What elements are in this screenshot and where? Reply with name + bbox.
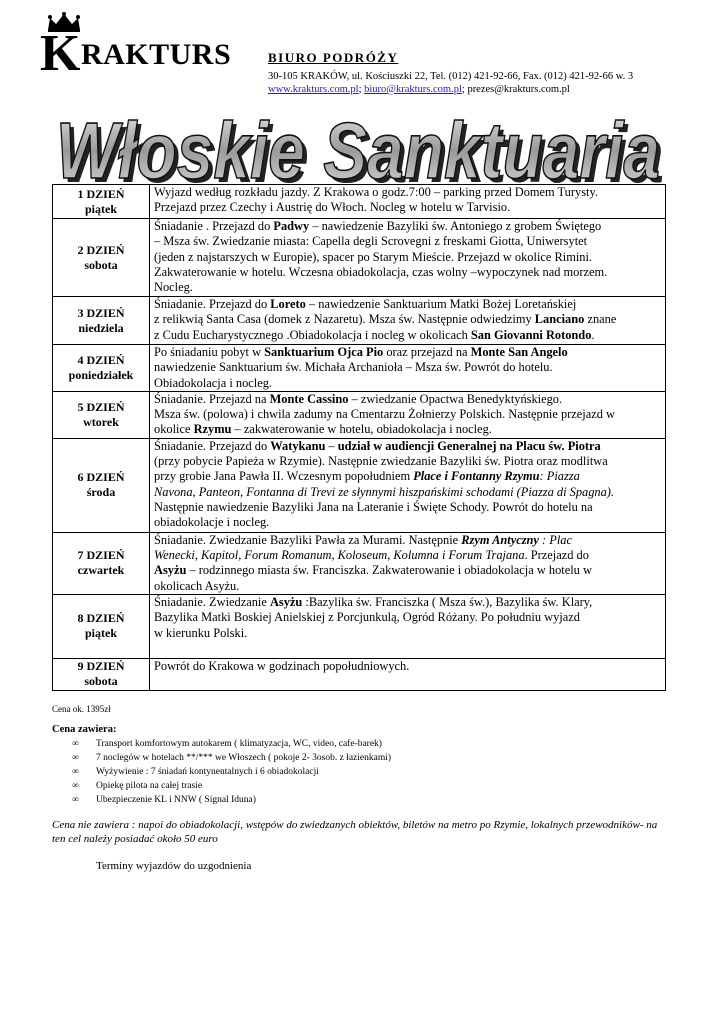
separator: ; bbox=[461, 84, 468, 95]
day-description: Śniadanie. Przejazd do Watykanu – udział w audiencji Generalnej na Placu św. Piotra (przy pobycie Papieża w Rzymie). Następnie zwiedzanie Bazyliki św. Piotra oraz modlitwa przy grobie Jana Pawła II. Wczesnym popołudniem Place i Fontanny Rzymu: Piazza Navona, Panteon, Fontanna di Trevi ze słynnymi hiszpańskimi schodami (Piazza di Spagna). Następnie nawiedzenie Bazyliki Jana na Lateranie i Święte Schody. Powrót do hotelu na obiadokolacje i nocleg. bbox=[150, 438, 666, 532]
banner-text: Włoskie Sanktuaria bbox=[56, 106, 660, 190]
includes-list bbox=[72, 737, 391, 807]
day-cell: 2 DZIEŃ sobota bbox=[53, 219, 150, 297]
day-cell: 8 DZIEŃ piątek bbox=[53, 594, 150, 658]
day-cell: 7 DZIEŃ czwartek bbox=[53, 532, 150, 594]
day-description: Śniadanie. Przejazd na Monte Cassino – zwiedzanie Opactwa Benedyktyńskiego. Msza św. (polowa) i chwila zadumy na Cmentarzu Żołnierzy Polskich. Następnie przejazd w okolice Rzymu – zakwaterowanie w hotelu, obiadokolacja i nocleg. bbox=[150, 391, 666, 438]
email-text: prezes@krakturs.com.pl bbox=[467, 84, 570, 95]
day-description: Śniadanie. Zwiedzanie Asyżu :Bazylika św. Franciszka ( Msza św.), Bazylika św. Klary, Bazylika Matki Boskiej Anielskiej z Porcjunkulą, Ogród Różany. Po południu wyjazd w kierunku Polski. bbox=[150, 594, 666, 658]
website-link[interactable]: www.krakturs.com.pl bbox=[268, 84, 359, 95]
infinity-bullet-icon: ∞ bbox=[72, 767, 79, 777]
excludes-note: Cena nie zawiera : napoi do obiadokolacji, wstępów do zwiedzanych obiektów, biletów na metro po Rzymie, lokalnych przewodników- na ten cel należy posiadać około 50 euro bbox=[52, 819, 658, 845]
table-row bbox=[53, 297, 666, 345]
svg-text:Włoskie Sanktuaria: Włoskie Sanktuaria bbox=[60, 110, 664, 190]
infinity-bullet-icon: ∞ bbox=[72, 781, 79, 791]
table-row bbox=[53, 594, 666, 658]
office-address: 30-105 KRAKÓW, ul. Kościuszki 22, Tel. (012) 421-92-66, Fax. (012) 421-92-66 w. 3 bbox=[268, 71, 634, 82]
email-link[interactable]: biuro@krakturs.com.pl bbox=[364, 84, 462, 95]
company-logo bbox=[40, 12, 230, 82]
list-item: ∞ Wyżywienie : 7 śniadań kontynentalnych i 6 obiadokolacji bbox=[72, 767, 319, 777]
day-cell: 1 DZIEŃ piątek bbox=[53, 185, 150, 219]
table-row bbox=[53, 438, 666, 532]
contact-links bbox=[268, 84, 570, 95]
day-cell: 5 DZIEŃ wtorek bbox=[53, 391, 150, 438]
day-cell: 3 DZIEŃ niedziela bbox=[53, 297, 150, 345]
table-row bbox=[53, 532, 666, 594]
day-cell: 4 DZIEŃ poniedziałek bbox=[53, 345, 150, 392]
table-row bbox=[53, 658, 666, 690]
includes-title: Cena zawiera: bbox=[52, 724, 117, 735]
infinity-bullet-icon: ∞ bbox=[72, 739, 79, 749]
banner-title bbox=[48, 106, 668, 190]
day-description: Powrót do Krakowa w godzinach popołudniowych. bbox=[150, 658, 666, 690]
infinity-bullet-icon: ∞ bbox=[72, 753, 79, 763]
table-row bbox=[53, 345, 666, 392]
itinerary-table bbox=[52, 184, 666, 691]
day-description: Po śniadaniu pobyt w Sanktuarium Ojca Pio oraz przejazd na Monte San Angelo nawiedzenie Sanktuarium św. Michała Archanioła – Msza św. Powrót do hotelu. Obiadokolacja i nocleg. bbox=[150, 345, 666, 392]
table-row bbox=[53, 391, 666, 438]
day-description: Wyjazd według rozkładu jazdy. Z Krakowa o godz.7:00 – parking przed Domem Turysty. Przejazd przez Czechy i Austrię do Włoch. Nocleg w hotelu w Tarvisio. bbox=[150, 185, 666, 219]
office-title: BIURO PODRÓŻY bbox=[268, 50, 399, 65]
infinity-bullet-icon: ∞ bbox=[72, 795, 79, 805]
day-description: Śniadanie. Przejazd do Loreto – nawiedzenie Sanktuarium Matki Bożej Loretańskiej z relikwią Santa Casa (domek z Nazaretu). Msza św. Następnie odwiedzimy Lanciano znane z Cudu Eucharystycznego .Obiadokolacja i nocleg w okolicach San Giovanni Rotondo. bbox=[150, 297, 666, 345]
day-cell: 6 DZIEŃ środa bbox=[53, 438, 150, 532]
day-cell: 9 DZIEŃ sobota bbox=[53, 658, 150, 690]
list-item: ∞ 7 noclegów w hotelach **/*** we Włoszech ( pokoje 2- 3osob. z łazienkami) bbox=[72, 753, 392, 763]
table-row bbox=[53, 185, 666, 219]
list-item: ∞ Transport komfortowym autokarem ( klimatyzacja, WC, video, cafe-barek) bbox=[72, 739, 382, 749]
separator: ; bbox=[358, 84, 365, 95]
day-description: Śniadanie . Przejazd do Padwy – nawiedzenie Bazyliki św. Antoniego z grobem Świętego – Msza św. Zwiedzanie miasta: Capella degli Scrovegni z freskami Giotta, Uniwersytet (jeden z najstarszych w Europie), spacer po Starym Mieście. Przejazd w okolice Rimini. Zakwaterowanie w hotelu. Wczesna obiadokolacja, czas wolny –wypoczynek nad morzem. Nocleg. bbox=[150, 219, 666, 297]
brand-name: KRAKTURS bbox=[40, 25, 232, 82]
table-row bbox=[53, 219, 666, 297]
terms-note: Terminy wyjazdów do uzgodnienia bbox=[96, 860, 252, 872]
price-note: Cena ok. 1395zł bbox=[52, 704, 111, 714]
day-description: Śniadanie. Zwiedzanie Bazyliki Pawła za Murami. Następnie Rzym Antyczny : Plac Wenecki, Kapitol, Forum Romanum, Koloseum, Kolumna i Forum Trajana. Przejazd do Asyżu – rodzinnego miasta św. Franciszka. Zakwaterowanie i obiadokolacja w hotelu w okolicach Asyżu. bbox=[150, 532, 666, 594]
list-item: ∞ Ubezpieczenie KL i NNW ( Signal Iduna) bbox=[72, 795, 256, 805]
list-item: ∞ Opiekę pilota na całej trasie bbox=[72, 781, 203, 791]
